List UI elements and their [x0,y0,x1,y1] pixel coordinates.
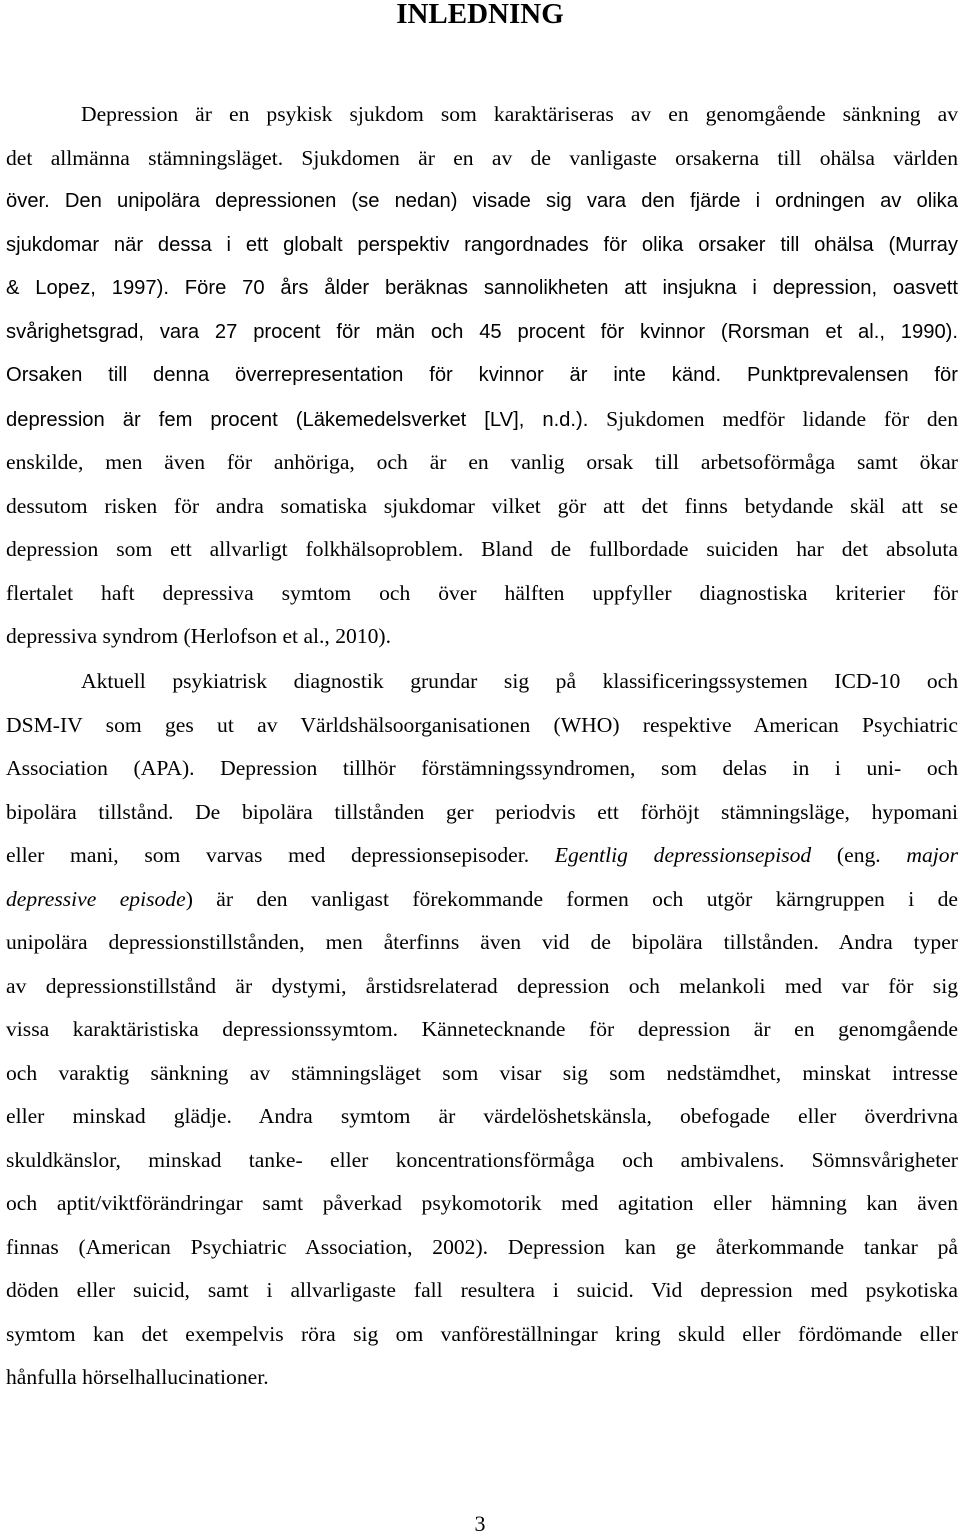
paragraph-line-part: depression är fem procent (Läkemedelsverket [LV], n.d.). [6,408,589,431]
paragraph-line: bipolära tillstånd. De bipolära tillstånden ger periodvis ett förhöjt stämningsläge, hypomani [6,799,958,824]
paragraph-line [6,878,958,922]
page-title: INLEDNING [396,0,564,30]
paragraph-line [6,834,958,878]
paragraph-line: Aktuell psykiatrisk diagnostik grundar sig på klassificeringssystemen ICD-10 och [81,669,958,693]
paragraph-line: eller minskad glädje. Andra symtom är värdelöshetskänsla, obefogade eller överdrivna [6,1104,958,1128]
paragraph-line: dessutom risken för andra somatiska sjukdomar vilket gör att det finns betydande skäl att se [6,493,958,518]
paragraph-line: flertalet haft depressiva symtom och över hälften uppfyller diagnostiska kriterier för [6,580,958,605]
paragraph-line: och aptit/viktförändringar samt påverkad psykomotorik med agitation eller hämning kan även [6,1191,958,1215]
paragraph-line-part: eller mani, som varvas med depressionsepisoder. [6,843,555,867]
paragraph-2 [6,660,958,1400]
paragraph-line: svårighetsgrad, vara 27 procent för män och 45 procent för kvinnor (Rorsman et al., 1990). [6,320,958,343]
paragraph-line: Association (APA). Depression tillhör förstämningssyndromen, som delas in i uni- och [6,756,958,780]
paragraph-line: över. Den unipolära depressionen (se nedan) visade sig vara den fjärde i ordningen av olika [6,190,958,212]
italic-term: Egentlig depressionsepisod [554,843,812,867]
paragraph-line: finnas (American Psychiatric Association, 2002). Depression kan ge återkommande tankar på [6,1234,958,1259]
paragraph-line: depression som ett allvarligt folkhälsoproblem. Bland de fullbordade suiciden har det absoluta [6,537,958,561]
paragraph-line: symtom kan det exempelvis röra sig om vanföreställningar kring skuld eller fördömande eller [6,1321,958,1346]
paragraph-line: av depressionstillstånd är dystymi, årstidsrelaterad depression och melankoli med var för sig [6,973,958,998]
paragraph-line: depressiva syndrom (Herlofson et al., 2010). [6,624,391,648]
paragraph-line: & Lopez, 1997). Före 70 års ålder beräknas sannolikheten att insjukna i depression, oasvett [6,277,958,299]
paragraph-line: sjukdomar när dessa i ett globalt perspektiv rangordnades för olika orsaker till ohälsa (Murray [6,233,958,256]
paragraph-line: och varaktig sänkning av stämningsläget som visar sig som nedstämdhet, minskat intresse [6,1060,958,1085]
paragraph-line: unipolära depressionstillstånden, men återfinns även vid de bipolära tillstånden. Andra typer [6,930,958,954]
paragraph-line: döden eller suicid, samt i allvarligaste fall resultera i suicid. Vid depression med psykotiska [6,1278,958,1302]
paragraph-line: Orsaken till denna överrepresentation för kvinnor är inte känd. Punktprevalensen för [6,364,958,386]
paragraph-line: skuldkänslor, minskad tanke- eller koncentrationsförmåga och ambivalens. Sömnsvårigheter [6,1147,958,1172]
paragraph-line-part: (eng. [811,843,907,867]
paragraph-line: det allmänna stämningsläget. Sjukdomen är en av de vanligaste orsakerna till ohälsa världen [6,145,958,170]
paragraph-line: enskilde, men även för anhöriga, och är en vanlig orsak till arbetsoförmåga samt ökar [6,450,958,474]
paragraph-1 [6,93,958,659]
paragraph-line: hånfulla hörselhallucinationer. [6,1365,269,1389]
paragraph-line-part: ) är den vanligast förekommande formen och utgör kärngruppen i de [185,886,958,911]
italic-term: depressive episode [6,886,186,911]
italic-term: major [906,843,958,867]
paragraph-line [6,398,958,442]
page-number: 3 [474,1511,486,1536]
paragraph-line: Depression är en psykisk sjukdom som karaktäriseras av en genomgående sänkning av [81,102,958,126]
paragraph-line: DSM-IV som ges ut av Världshälsoorganisationen (WHO) respektive American Psychiatric [6,712,958,737]
paragraph-line: vissa karaktäristiska depressionssymtom. Kännetecknande för depression är en genomgående [6,1017,958,1041]
paragraph-line-part: Sjukdomen medför lidande för den [588,406,958,431]
